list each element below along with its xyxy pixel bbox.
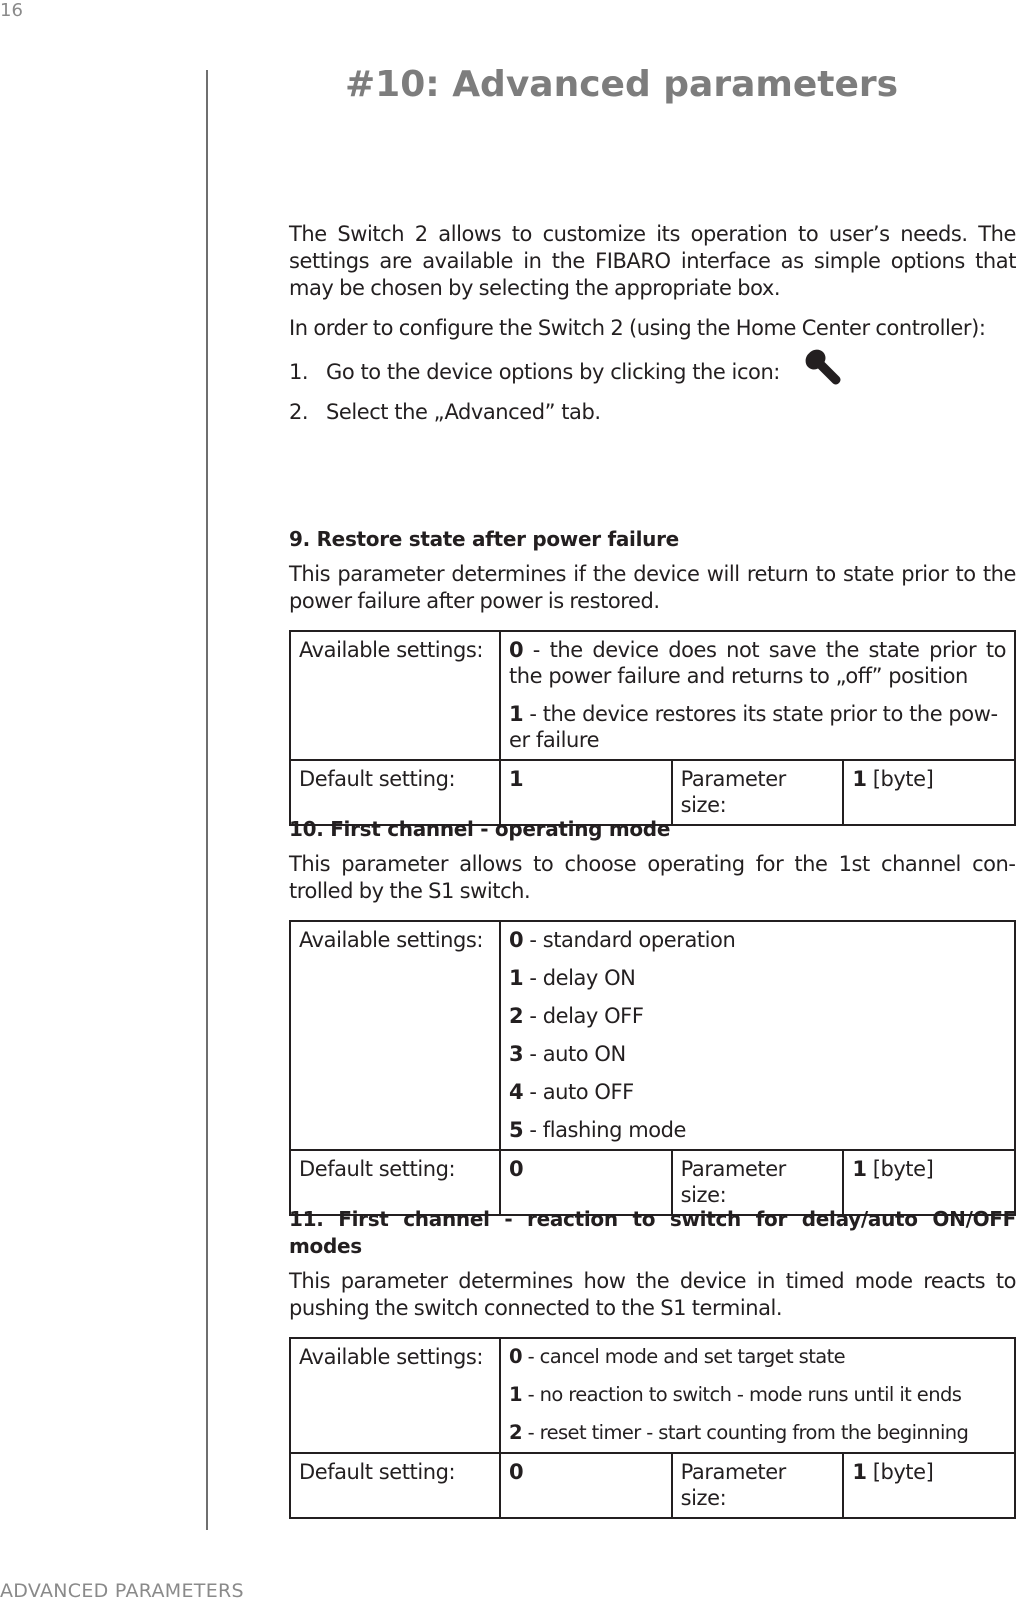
step-text: Go to the device options by clicking the icon: — [326, 359, 780, 384]
setting-option: 0 - the device does not save the state prior to the power failure and returns to „off” position — [509, 638, 1006, 688]
step-item — [289, 392, 1016, 432]
parameter-title: 9. Restore state after power failure — [289, 527, 679, 551]
setting-option: 2 - delay OFF — [509, 1004, 644, 1028]
available-settings-label: Available settings: — [290, 1338, 500, 1453]
parameter-size-value: 1 [byte] — [843, 1150, 1015, 1215]
setting-option: 1 - the device restores its state prior to the power failure — [509, 702, 999, 752]
setting-option: 3 - auto ON — [509, 1042, 626, 1066]
parameter-description: This parameter determines how the device in timed mode reacts to pushing the switch connected to the S1 terminal. — [289, 1269, 1016, 1320]
parameter-size-label: Parameter size: — [672, 1453, 844, 1518]
step-number: 1. — [289, 359, 309, 384]
setting-option: 0 - standard operation — [509, 928, 736, 952]
parameter-size-label: Parameter size: — [672, 1150, 844, 1215]
setting-option: 4 - auto OFF — [509, 1080, 634, 1104]
parameter-table — [289, 630, 1016, 826]
setting-option: 1 - no reaction to switch - mode runs until it ends — [509, 1383, 962, 1406]
default-setting-value: 0 — [500, 1453, 672, 1518]
default-setting-label: Default setting: — [290, 1453, 500, 1518]
parameter-title: 11. First channel - reaction to switch for delay/auto ON/OFF modes — [289, 1207, 1016, 1258]
step-number: 2. — [289, 399, 309, 424]
intro-section — [289, 221, 1016, 432]
parameter-size-value: 1 [byte] — [843, 1453, 1015, 1518]
parameter-title: 10. First channel - operating mode — [289, 817, 671, 841]
page-number: 16 — [0, 0, 23, 21]
wrench-icon — [802, 346, 844, 395]
footer-section-label: ADVANCED PARAMETERS — [0, 1580, 244, 1601]
available-settings-label: Available settings: — [290, 631, 500, 760]
parameter-11-section — [289, 1206, 1016, 1519]
parameter-10-section — [289, 816, 1016, 1216]
setting-option: 5 - flashing mode — [509, 1118, 686, 1142]
intro-paragraph: The Switch 2 allows to customize its operation to user’s needs. The settings are available in the FIBARO interface as simple options that may be chosen by selecting the appropriate box. — [289, 222, 1016, 300]
available-settings-label: Available settings: — [290, 921, 500, 1150]
parameter-size-label: Parameter size: — [672, 760, 844, 825]
intro-instruction: In order to configure the Switch 2 (using the Home Center controller): — [289, 316, 986, 340]
page-title: #10: Advanced parameters — [345, 64, 899, 105]
steps-list — [289, 352, 1016, 432]
available-settings-values — [500, 1338, 1015, 1453]
parameter-description: This parameter allows to choose operating for the 1st channel controlled by the S1 switch. — [289, 852, 1016, 903]
step-text: Select the „Advanced” tab. — [326, 399, 601, 424]
parameter-size-value: 1 [byte] — [843, 760, 1015, 825]
step-item — [289, 352, 1016, 392]
setting-option: 2 - reset timer - start counting from the beginning — [509, 1421, 969, 1444]
default-setting-value: 1 — [500, 760, 672, 825]
default-setting-label: Default setting: — [290, 1150, 500, 1215]
parameter-table — [289, 920, 1016, 1216]
margin-rule — [206, 70, 208, 1530]
default-setting-label: Default setting: — [290, 760, 500, 825]
default-setting-value: 0 — [500, 1150, 672, 1215]
parameter-9-section — [289, 526, 1016, 826]
available-settings-values — [500, 921, 1015, 1150]
parameter-description: This parameter determines if the device will return to state prior to the power failure after power is restored. — [289, 562, 1016, 613]
setting-option: 0 - cancel mode and set target state — [509, 1345, 846, 1368]
parameter-table — [289, 1337, 1016, 1519]
available-settings-values — [500, 631, 1015, 760]
setting-option: 1 - delay ON — [509, 966, 636, 990]
